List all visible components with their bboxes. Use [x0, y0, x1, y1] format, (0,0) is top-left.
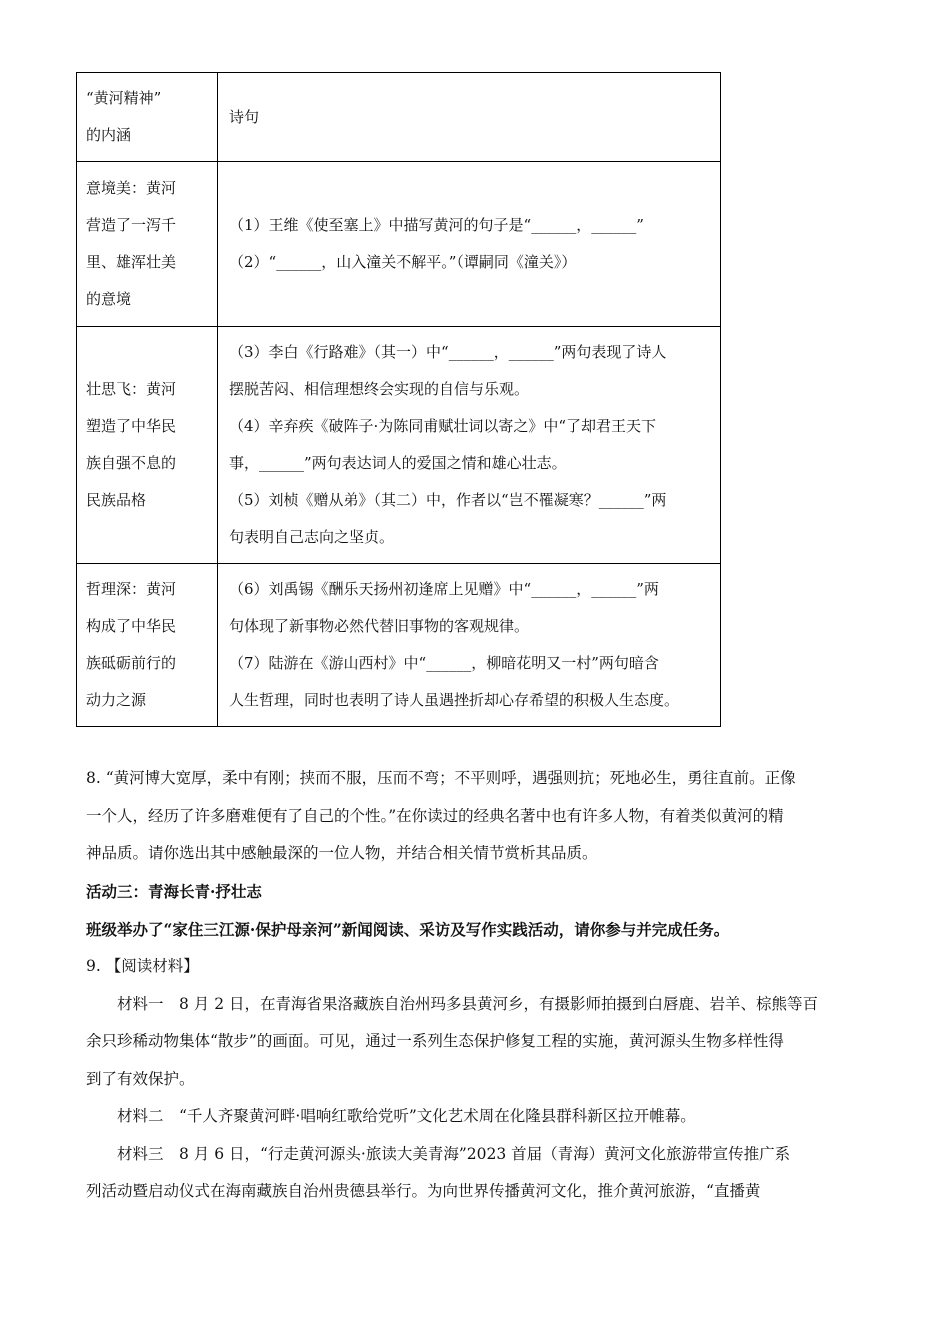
poem-line: （5）刘桢《赠从弟》（其二）中，作者以“岂不罹凝寒？______”两	[229, 491, 667, 509]
material-1-line: 余只珍稀动物集体“散步”的画面。可见，通过一系列生态保护修复工程的实施，黄河源头生物多样性得	[86, 1032, 784, 1050]
meaning-line: 民族品格	[86, 491, 147, 509]
meaning-line: 塑造了中华民	[86, 417, 177, 435]
poem-line: （3）李白《行路难》（其一）中“______，______”两句表现了诗人	[229, 343, 667, 361]
header-poem-cell	[218, 73, 721, 162]
poem-line: （4）辛弃疾《破阵子·为陈同甫赋壮词以寄之》中“了却君王天下	[229, 417, 656, 435]
poem-cell	[218, 162, 721, 327]
activity-3-intro: 班级举办了“家住三江源·保护母亲河”新闻阅读、采访及写作实践活动，请你参与并完成任务。	[86, 919, 730, 939]
meaning-line: 动力之源	[86, 691, 147, 709]
material-1-line: 到了有效保护。	[86, 1069, 195, 1088]
meaning-cell	[77, 327, 218, 564]
activity-3-title: 活动三：青海长青·抒壮志	[86, 882, 262, 901]
poem-line: 句体现了新事物必然代替旧事物的客观规律。	[229, 617, 530, 635]
meaning-cell	[77, 564, 218, 727]
table-header-row	[77, 73, 721, 162]
question-8	[86, 760, 866, 873]
meaning-line: 意境美：黄河	[86, 179, 177, 197]
poem-line: （6）刘禹锡《酬乐天扬州初逢席上见赠》中“______，______”两	[229, 580, 659, 598]
poem-cell	[218, 327, 721, 564]
activity-3-section	[86, 873, 866, 1211]
material-3-line: 材料三 8 月 6 日，“行走黄河源头·旅读大美青海”2023 首届（青海）黄河文化旅游带宣传推广系	[117, 1144, 791, 1163]
poem-line: （1）王维《使至塞上》中描写黄河的句子是“______，______”	[229, 216, 644, 234]
meaning-line: 壮思飞：黄河	[86, 380, 177, 398]
meaning-line: 哲理深：黄河	[86, 580, 177, 598]
meaning-line: 营造了一泻千	[86, 216, 177, 234]
meaning-cell	[77, 162, 218, 327]
material-3-line: 列活动暨启动仪式在海南藏族自治州贵德县举行。为向世界传播黄河文化，推介黄河旅游，“直播黄	[86, 1182, 761, 1200]
poem-line: （2）“______，山入潼关不解平。”（谭嗣同《潼关》）	[229, 253, 577, 271]
meaning-line: 构成了中华民	[86, 617, 177, 635]
poem-line: （7）陆游在《游山西村》中“______，柳暗花明又一村”两句暗含	[229, 654, 659, 672]
question-9-label: 9. 【阅读材料】	[86, 957, 199, 975]
question-8-line: 8. “黄河博大宽厚，柔中有刚；挟而不服，压而不弯；不平则呼，遇强则抗；死地必生，勇往直前。正像	[86, 769, 796, 787]
table-row	[77, 327, 721, 564]
poem-line: 句表明自己志向之坚贞。	[229, 528, 395, 546]
meaning-line: 里、雄浑壮美	[86, 253, 177, 271]
material-2: 材料二 “千人齐聚黄河畔·唱响红歌给党听”文化艺术周在化隆县群科新区拉开帷幕。	[117, 1107, 696, 1125]
table-row	[77, 564, 721, 727]
poem-cell	[218, 564, 721, 727]
table-row	[77, 162, 721, 327]
header-meaning-cell	[77, 73, 218, 162]
poem-line: 事，______”两句表达词人的爱国之情和雄心壮志。	[229, 454, 567, 472]
header-meaning-line: 的内涵	[86, 126, 132, 144]
question-8-line: 神品质。请你选出其中感触最深的一位人物，并结合相关情节赏析其品质。	[86, 844, 598, 862]
material-1-line: 材料一 8 月 2 日，在青海省果洛藏族自治州玛多县黄河乡，有摄影师拍摄到白唇鹿、岩羊、棕熊等百	[117, 994, 819, 1013]
header-meaning-line: “黄河精神”	[86, 89, 162, 107]
meaning-line: 的意境	[86, 290, 132, 308]
meaning-line: 族砥砺前行的	[86, 654, 177, 672]
poem-line: 人生哲理，同时也表明了诗人虽遇挫折却心存希望的积极人生态度。	[229, 691, 680, 709]
poem-line: 摆脱苦闷、相信理想终会实现的自信与乐观。	[229, 380, 530, 398]
question-8-line: 一个人，经历了许多磨难便有了自己的个性。”在你读过的经典名著中也有许多人物，有着类似黄河的精	[86, 806, 784, 825]
poem-table	[76, 72, 721, 727]
meaning-line: 族自强不息的	[86, 454, 177, 472]
header-poem-label: 诗句	[229, 107, 260, 126]
